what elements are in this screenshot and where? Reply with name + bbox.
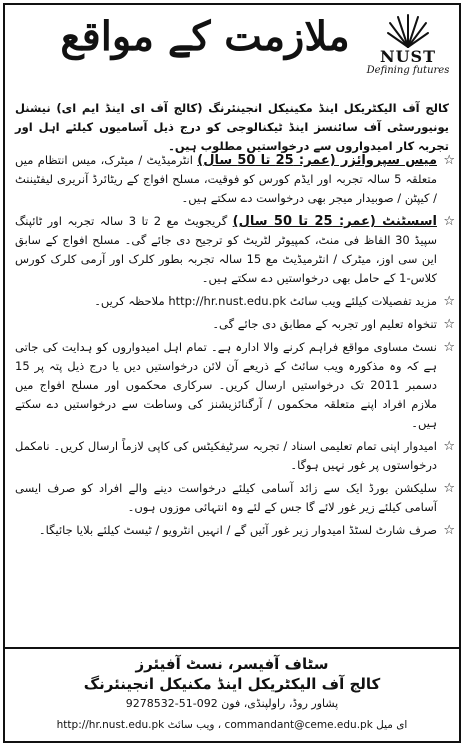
item-body: امیدوار اپنی تمام تعلیمی اسناد / تجربہ سرٹیفکیٹس کی کاپی لازماً ارسال کریں۔ نامکمل درخواستوں پر غور نہیں ہوگا۔: [15, 439, 437, 472]
star-bullet-icon: ☆: [443, 214, 455, 229]
star-bullet-icon: ☆: [443, 153, 455, 168]
ad-header: [5, 5, 459, 93]
item-body: نسٹ مساوی مواقع فراہم کرنے والا ادارہ ہے۔ تمام اہل امیدواروں کو ہدایت کی جاتی ہے کہ وہ مذکورہ ویب سائٹ کے ذریعے آن لائن درخواستیں دیں یا درج ذیل پتہ پر 15 دسمبر 2011 تک درخواستیں ارسال کریں۔ سرکاری محکموں اور مسلح افواج میں ملازم افراد اپنے متعلقہ محکموں / آرگنائزیشنز کی وساطت سے درخواستیں دے سکتے ہیں۔: [15, 340, 437, 430]
star-bullet-icon: ☆: [443, 317, 455, 332]
item-body: مزید تفصیلات کیلئے ویب سائٹ http://hr.nust.edu.pk ملاحظہ کریں۔: [94, 294, 437, 308]
job-advertisement: [3, 3, 461, 743]
nust-emblem-icon: [386, 11, 430, 49]
item-heading: اسسٹنٹ (عمر: 25 تا 50 سال): [232, 214, 437, 229]
footer-email-website: ای میل commandant@ceme.edu.pk ، ویب سائٹ http://hr.nust.edu.pk: [56, 719, 408, 731]
footer-address-phone: پشاور روڈ، راولپنڈی، فون 092-51-9278532: [125, 697, 339, 710]
item-body: انٹرمیڈیٹ / میٹرک، میس انتظام میں متعلقہ 5 سالہ تجربہ اور ایڈم کورس کو فوقیت، مسلح افواج کے ریٹائرڈ آنریری لیفٹیننٹ / کیپٹن / صوبیدار میجر بھی درخواست دے سکتے ہیں۔: [15, 153, 437, 205]
page-title: ملازمت کے مواقع: [60, 13, 350, 60]
list-item: [11, 292, 457, 311]
item-list: [11, 151, 457, 544]
list-item: [11, 437, 457, 475]
star-bullet-icon: ☆: [443, 340, 455, 355]
footer-office: سٹاف آفیسر، نسٹ آفیئرز: [135, 655, 329, 673]
item-body: سلیکشن بورڈ ایک سے زائد آسامی کیلئے درخواست دینے والے افراد کو صرف ایسی آسامی کیلئے زیر غور لائے گا جس کے لئے وہ انتہائی موزوں ہوں۔: [15, 481, 437, 514]
item-body: تنخواہ تعلیم اور تجربہ کے مطابق دی جائے گی۔: [212, 317, 437, 331]
list-item: [11, 521, 457, 540]
list-item: [11, 315, 457, 334]
star-bullet-icon: ☆: [443, 439, 455, 454]
star-bullet-icon: ☆: [443, 481, 455, 496]
item-body: صرف شارٹ لسٹڈ امیدوار زیر غور آئیں گے / انہیں انٹرویو / ٹیسٹ کیلئے بلایا جائیگا۔: [38, 523, 437, 537]
list-item: [11, 338, 457, 433]
nust-logo: [363, 11, 453, 87]
list-item: [11, 212, 457, 288]
list-item: [11, 479, 457, 517]
star-bullet-icon: ☆: [443, 294, 455, 309]
footer-college: کالج آف الیکٹریکل اینڈ مکنیکل انجینئرنگ: [83, 675, 381, 693]
list-item: [11, 151, 457, 208]
star-bullet-icon: ☆: [443, 523, 455, 538]
logo-tagline: Defining futures: [366, 65, 450, 76]
logo-name: NUST: [379, 47, 437, 66]
item-heading: میس سپروائزر (عمر: 25 تا 50 سال): [197, 153, 437, 168]
contact-footer: [5, 647, 459, 741]
item-body: گریجویٹ مع 2 تا 3 سالہ تجربہ اور ٹائپنگ سپیڈ 30 الفاظ فی منٹ، کمپیوٹر لٹریٹ کو ترجیح دی جائے گی۔ مسلح افواج کے سابق این سی اوز، میٹرک / انٹرمیڈیٹ مع 15 سالہ تجربہ بطور کلرک اور آرمی کلرک کورس کلاس-1 کے حامل بھی درخواستیں دے سکتے ہیں۔: [15, 214, 437, 285]
intro-paragraph: کالج آف الیکٹریکل اینڈ مکینیکل انجینئرنگ (کالج آف ای اینڈ ایم ای) نیشنل یونیورسٹی آف سائنسز اینڈ ٹیکنالوجی کو درج ذیل آسامیوں کیلئے اہل اور تجربہ کار امیدواروں سے درخواستیں مطلوب ہیں۔: [15, 101, 449, 153]
